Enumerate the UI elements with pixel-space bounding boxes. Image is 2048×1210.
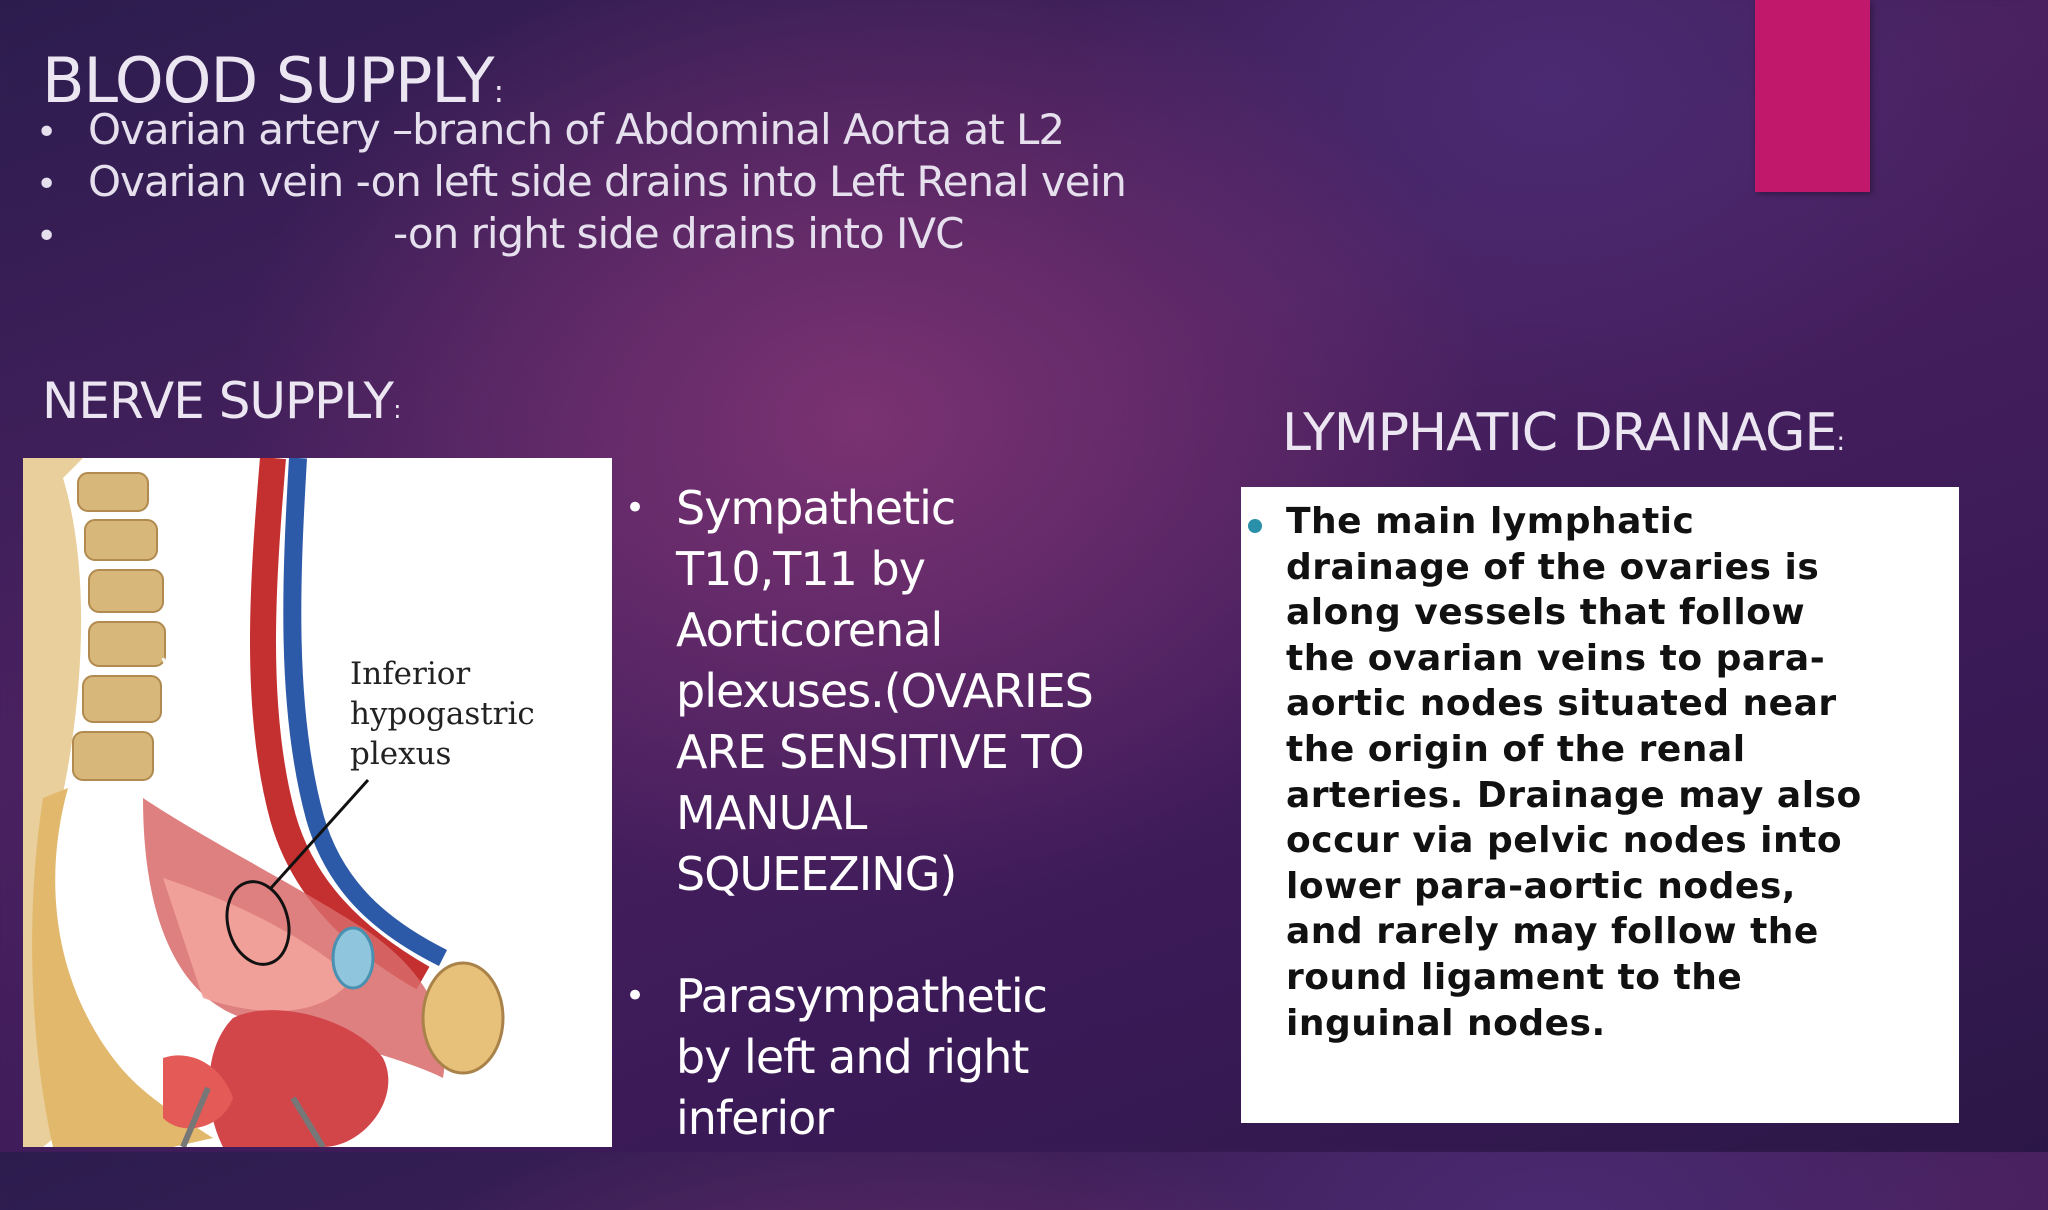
nerve-supply-list — [625, 478, 1105, 1210]
bullet-icon: • — [36, 164, 57, 205]
nerve-supply-item — [625, 966, 1105, 1149]
blood-supply-item — [36, 156, 1126, 208]
pelvic-nerve-illustration — [23, 458, 612, 1147]
bullet-icon: • — [36, 216, 57, 257]
blood-supply-list — [36, 104, 1126, 260]
blood-supply-item-text: -on right side drains into IVC — [393, 209, 964, 258]
nerve-supply-item-text: Sympathetic T10,T11 by Aorticorenal plexuses.(OVARIES ARE SENSITIVE TO MANUAL SQUEEZING) — [676, 481, 1093, 901]
blood-supply-item-text: Ovarian artery –branch of Abdominal Aorta at L2 — [88, 105, 1065, 154]
bullet-icon: • — [625, 488, 645, 528]
nerve-supply-title-colon: : — [393, 395, 401, 424]
lymphatic-drainage-text: The main lymphatic drainage of the ovaries is along vessels that follow the ovarian veins to para- aortic nodes situated near the origin of the renal arteries. Drainage may also occur via pelvic nodes into lower para-aortic nodes, and rarely may follow the round ligament to the inguinal nodes. — [1286, 501, 1862, 1044]
lymphatic-drainage-title-text: LYMPHATIC DRAINAGE — [1282, 403, 1837, 463]
nerve-supply-title-text: NERVE SUPPLY — [42, 372, 394, 430]
nerve-supply-item-text: Parasympathetic by left and right inferior — [676, 969, 1047, 1145]
bullet-icon: • — [36, 112, 57, 153]
lymphatic-drainage-title-colon: : — [1836, 427, 1845, 457]
nerve-supply-title — [42, 372, 401, 430]
nerve-supply-item — [625, 478, 1105, 905]
accent-bar — [1755, 0, 1870, 192]
blood-supply-item — [36, 208, 1126, 260]
blood-supply-title-text: BLOOD SUPPLY — [42, 44, 494, 117]
blood-supply-item — [36, 104, 1126, 156]
lymphatic-drainage-title — [1282, 403, 1844, 463]
inferior-hypogastric-plexus-label: Inferior hypogastric plexus — [350, 656, 535, 772]
bullet-icon — [1248, 519, 1262, 533]
bullet-icon: • — [625, 976, 645, 1016]
pelvic-anatomy-drawing — [23, 458, 612, 1147]
blood-supply-title-colon: : — [493, 74, 504, 110]
blood-supply-item-text: Ovarian vein -on left side drains into Left Renal vein — [88, 157, 1126, 206]
lymphatic-drainage-textbox — [1241, 487, 1959, 1123]
